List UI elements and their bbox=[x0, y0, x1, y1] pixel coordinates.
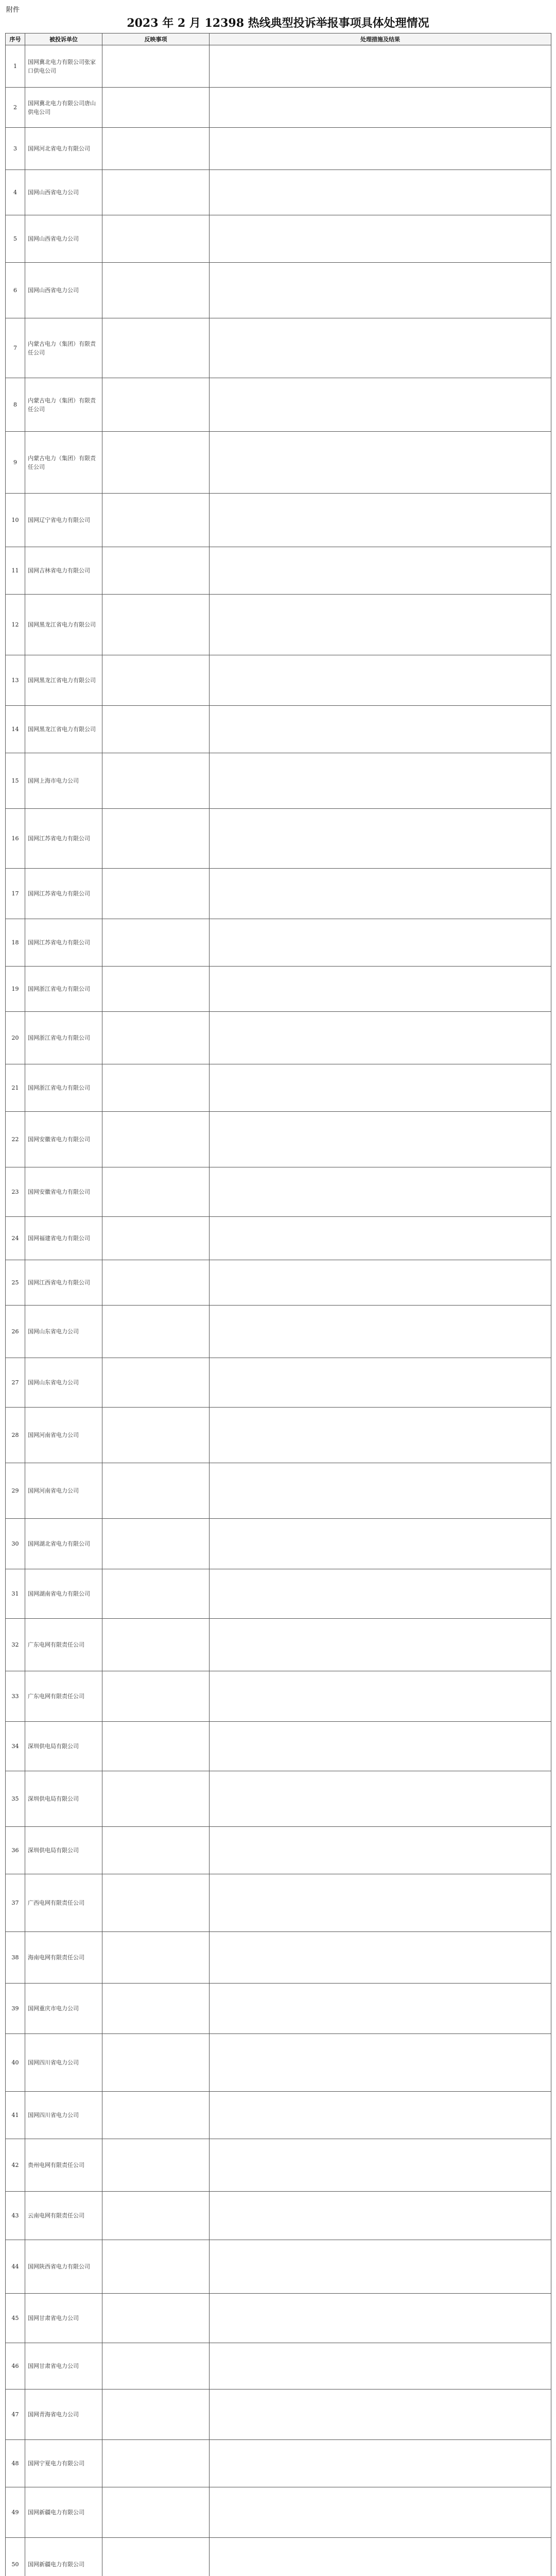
row-issue bbox=[102, 1771, 210, 1827]
table-row bbox=[6, 263, 551, 318]
row-issue bbox=[102, 494, 210, 547]
row-result bbox=[210, 1722, 551, 1771]
row-unit: 国网湖南省电力有限公司 bbox=[25, 1569, 102, 1619]
row-result bbox=[210, 2487, 551, 2538]
row-unit: 国网江苏省电力有限公司 bbox=[25, 869, 102, 919]
row-unit: 国网浙江省电力有限公司 bbox=[25, 1064, 102, 1112]
row-issue bbox=[102, 706, 210, 753]
row-unit: 国网安徽省电力有限公司 bbox=[25, 1167, 102, 1217]
row-unit: 国网山西省电力公司 bbox=[25, 215, 102, 263]
complaint-table bbox=[5, 33, 551, 2576]
row-issue bbox=[102, 2440, 210, 2487]
row-number: 38 bbox=[6, 1932, 25, 1984]
table-row bbox=[6, 2487, 551, 2538]
table-row bbox=[6, 1064, 551, 1112]
row-result bbox=[210, 1167, 551, 1217]
row-unit: 国网河南省电力公司 bbox=[25, 1463, 102, 1519]
row-issue bbox=[102, 2538, 210, 2576]
row-issue bbox=[102, 45, 210, 88]
row-issue bbox=[102, 1260, 210, 1306]
row-issue bbox=[102, 2139, 210, 2192]
row-unit: 国网青海省电力公司 bbox=[25, 2389, 102, 2440]
row-result bbox=[210, 1358, 551, 1408]
row-number: 28 bbox=[6, 1408, 25, 1463]
row-issue bbox=[102, 263, 210, 318]
row-number: 22 bbox=[6, 1112, 25, 1167]
table-row bbox=[6, 1519, 551, 1569]
row-result bbox=[210, 2343, 551, 2389]
table-row bbox=[6, 2389, 551, 2440]
table-row bbox=[6, 2139, 551, 2192]
row-issue bbox=[102, 88, 210, 128]
table-row bbox=[6, 706, 551, 753]
row-unit: 国网重庆市电力公司 bbox=[25, 1984, 102, 2034]
table-header-row bbox=[6, 33, 551, 45]
row-unit: 国网福建省电力有限公司 bbox=[25, 1217, 102, 1260]
row-issue bbox=[102, 2389, 210, 2440]
row-number: 42 bbox=[6, 2139, 25, 2192]
row-unit: 深圳供电局有限公司 bbox=[25, 1722, 102, 1771]
table-row bbox=[6, 432, 551, 494]
row-unit: 国网甘肃省电力公司 bbox=[25, 2294, 102, 2343]
row-unit: 广东电网有限责任公司 bbox=[25, 1671, 102, 1722]
row-number: 7 bbox=[6, 318, 25, 378]
row-result bbox=[210, 2440, 551, 2487]
row-number: 1 bbox=[6, 45, 25, 88]
row-unit: 国网新疆电力有限公司 bbox=[25, 2487, 102, 2538]
row-number: 45 bbox=[6, 2294, 25, 2343]
row-result bbox=[210, 706, 551, 753]
table-row bbox=[6, 1984, 551, 2034]
row-unit: 国网安徽省电力有限公司 bbox=[25, 1112, 102, 1167]
table-row bbox=[6, 378, 551, 432]
table-row bbox=[6, 1827, 551, 1874]
row-unit: 国网山东省电力公司 bbox=[25, 1358, 102, 1408]
table-row bbox=[6, 809, 551, 869]
row-unit: 国网宁夏电力有限公司 bbox=[25, 2440, 102, 2487]
table-row bbox=[6, 88, 551, 128]
row-number: 11 bbox=[6, 547, 25, 595]
row-number: 32 bbox=[6, 1619, 25, 1671]
row-unit: 国网山东省电力公司 bbox=[25, 1306, 102, 1358]
row-number: 5 bbox=[6, 215, 25, 263]
row-result bbox=[210, 2092, 551, 2139]
row-issue bbox=[102, 432, 210, 494]
table-row bbox=[6, 1358, 551, 1408]
row-issue bbox=[102, 1064, 210, 1112]
row-number: 43 bbox=[6, 2192, 25, 2240]
row-result bbox=[210, 215, 551, 263]
row-result bbox=[210, 45, 551, 88]
row-number: 19 bbox=[6, 967, 25, 1012]
table-row bbox=[6, 753, 551, 809]
table-row bbox=[6, 1260, 551, 1306]
row-number: 8 bbox=[6, 378, 25, 432]
row-issue bbox=[102, 1932, 210, 1984]
row-result bbox=[210, 1569, 551, 1619]
row-issue bbox=[102, 2487, 210, 2538]
column-header-unit: 被投诉单位 bbox=[25, 33, 102, 45]
table-row bbox=[6, 1671, 551, 1722]
table-row bbox=[6, 45, 551, 88]
row-unit: 国网四川省电力公司 bbox=[25, 2092, 102, 2139]
table-row bbox=[6, 655, 551, 706]
row-unit: 国网河北省电力有限公司 bbox=[25, 128, 102, 170]
row-number: 33 bbox=[6, 1671, 25, 1722]
row-result bbox=[210, 2139, 551, 2192]
row-result bbox=[210, 2294, 551, 2343]
row-unit: 深圳供电局有限公司 bbox=[25, 1771, 102, 1827]
table-row bbox=[6, 1874, 551, 1932]
row-result bbox=[210, 378, 551, 432]
row-result bbox=[210, 1260, 551, 1306]
row-number: 41 bbox=[6, 2092, 25, 2139]
table-row bbox=[6, 1619, 551, 1671]
row-number: 48 bbox=[6, 2440, 25, 2487]
row-number: 4 bbox=[6, 170, 25, 215]
row-result bbox=[210, 2389, 551, 2440]
row-result bbox=[210, 809, 551, 869]
table-row bbox=[6, 318, 551, 378]
row-unit: 云南电网有限责任公司 bbox=[25, 2192, 102, 2240]
table-row bbox=[6, 1569, 551, 1619]
row-issue bbox=[102, 1619, 210, 1671]
row-issue bbox=[102, 1519, 210, 1569]
row-result bbox=[210, 1671, 551, 1722]
row-unit: 国网吉林省电力有限公司 bbox=[25, 547, 102, 595]
row-unit: 国网陕西省电力有限公司 bbox=[25, 2240, 102, 2294]
row-unit: 国网上海市电力公司 bbox=[25, 753, 102, 809]
table-row bbox=[6, 2294, 551, 2343]
row-result bbox=[210, 1306, 551, 1358]
row-number: 46 bbox=[6, 2343, 25, 2389]
row-result bbox=[210, 2192, 551, 2240]
row-issue bbox=[102, 869, 210, 919]
table-row bbox=[6, 1112, 551, 1167]
table-row bbox=[6, 1012, 551, 1064]
table-row bbox=[6, 215, 551, 263]
row-issue bbox=[102, 2343, 210, 2389]
row-unit: 国网黑龙江省电力有限公司 bbox=[25, 706, 102, 753]
attachment-label: 附件 bbox=[6, 6, 20, 14]
row-unit: 国网黑龙江省电力有限公司 bbox=[25, 655, 102, 706]
table-row bbox=[6, 2034, 551, 2092]
row-number: 39 bbox=[6, 1984, 25, 2034]
row-issue bbox=[102, 2192, 210, 2240]
row-issue bbox=[102, 655, 210, 706]
table-row bbox=[6, 595, 551, 655]
row-result bbox=[210, 1408, 551, 1463]
row-issue bbox=[102, 595, 210, 655]
row-result bbox=[210, 869, 551, 919]
row-issue bbox=[102, 1569, 210, 1619]
row-result bbox=[210, 547, 551, 595]
row-result bbox=[210, 2034, 551, 2092]
table-row bbox=[6, 2192, 551, 2240]
row-issue bbox=[102, 1722, 210, 1771]
row-unit: 国网湖北省电力有限公司 bbox=[25, 1519, 102, 1569]
row-issue bbox=[102, 1408, 210, 1463]
row-issue bbox=[102, 2034, 210, 2092]
row-number: 3 bbox=[6, 128, 25, 170]
row-number: 18 bbox=[6, 919, 25, 967]
row-number: 20 bbox=[6, 1012, 25, 1064]
row-result bbox=[210, 1064, 551, 1112]
row-number: 44 bbox=[6, 2240, 25, 2294]
row-result bbox=[210, 1827, 551, 1874]
row-result bbox=[210, 919, 551, 967]
row-result bbox=[210, 1463, 551, 1519]
row-result bbox=[210, 318, 551, 378]
row-number: 50 bbox=[6, 2538, 25, 2576]
row-result bbox=[210, 128, 551, 170]
row-number: 26 bbox=[6, 1306, 25, 1358]
table-row bbox=[6, 2092, 551, 2139]
row-number: 12 bbox=[6, 595, 25, 655]
row-number: 10 bbox=[6, 494, 25, 547]
row-unit: 国网江苏省电力有限公司 bbox=[25, 809, 102, 869]
row-unit: 广东电网有限责任公司 bbox=[25, 1619, 102, 1671]
row-issue bbox=[102, 378, 210, 432]
table-row bbox=[6, 170, 551, 215]
row-number: 49 bbox=[6, 2487, 25, 2538]
table-row bbox=[6, 1306, 551, 1358]
row-issue bbox=[102, 128, 210, 170]
row-number: 23 bbox=[6, 1167, 25, 1217]
row-unit: 国网江苏省电力有限公司 bbox=[25, 919, 102, 967]
table-body bbox=[6, 45, 551, 2576]
row-result bbox=[210, 432, 551, 494]
row-number: 30 bbox=[6, 1519, 25, 1569]
row-result bbox=[210, 1012, 551, 1064]
table-row bbox=[6, 2343, 551, 2389]
row-unit: 深圳供电局有限公司 bbox=[25, 1827, 102, 1874]
row-number: 15 bbox=[6, 753, 25, 809]
table-row bbox=[6, 919, 551, 967]
row-issue bbox=[102, 1984, 210, 2034]
table-row bbox=[6, 128, 551, 170]
row-result bbox=[210, 494, 551, 547]
row-issue bbox=[102, 2240, 210, 2294]
row-unit: 国网冀北电力有限公司张家口供电公司 bbox=[25, 45, 102, 88]
column-header-result: 处理措施及结果 bbox=[210, 33, 551, 45]
document-title: 2023 年 2 月 12398 热线典型投诉举报事项具体处理情况 bbox=[127, 16, 429, 30]
row-number: 34 bbox=[6, 1722, 25, 1771]
table-row bbox=[6, 2440, 551, 2487]
row-number: 17 bbox=[6, 869, 25, 919]
row-number: 36 bbox=[6, 1827, 25, 1874]
row-unit: 国网河南省电力公司 bbox=[25, 1408, 102, 1463]
row-issue bbox=[102, 967, 210, 1012]
row-number: 25 bbox=[6, 1260, 25, 1306]
row-issue bbox=[102, 1167, 210, 1217]
row-issue bbox=[102, 1358, 210, 1408]
row-result bbox=[210, 1217, 551, 1260]
table-row bbox=[6, 2538, 551, 2576]
row-unit: 国网山西省电力公司 bbox=[25, 263, 102, 318]
row-number: 29 bbox=[6, 1463, 25, 1519]
row-result bbox=[210, 263, 551, 318]
row-result bbox=[210, 753, 551, 809]
row-issue bbox=[102, 1012, 210, 1064]
row-issue bbox=[102, 1217, 210, 1260]
table-row bbox=[6, 967, 551, 1012]
row-number: 31 bbox=[6, 1569, 25, 1619]
row-unit: 海南电网有限责任公司 bbox=[25, 1932, 102, 1984]
row-result bbox=[210, 2538, 551, 2576]
table-row bbox=[6, 1932, 551, 1984]
table-row bbox=[6, 547, 551, 595]
row-unit: 内蒙古电力（集团）有限责任公司 bbox=[25, 432, 102, 494]
row-issue bbox=[102, 2294, 210, 2343]
table-row bbox=[6, 1217, 551, 1260]
row-issue bbox=[102, 215, 210, 263]
row-result bbox=[210, 967, 551, 1012]
row-result bbox=[210, 1112, 551, 1167]
row-result bbox=[210, 88, 551, 128]
row-issue bbox=[102, 318, 210, 378]
row-unit: 国网浙江省电力有限公司 bbox=[25, 1012, 102, 1064]
row-issue bbox=[102, 919, 210, 967]
row-issue bbox=[102, 753, 210, 809]
table-row bbox=[6, 1771, 551, 1827]
row-number: 47 bbox=[6, 2389, 25, 2440]
row-issue bbox=[102, 1671, 210, 1722]
row-result bbox=[210, 1874, 551, 1932]
row-issue bbox=[102, 2092, 210, 2139]
row-result bbox=[210, 595, 551, 655]
column-header-issue: 反映事项 bbox=[102, 33, 210, 45]
row-result bbox=[210, 1984, 551, 2034]
row-result bbox=[210, 1932, 551, 1984]
row-issue bbox=[102, 547, 210, 595]
table-row bbox=[6, 1722, 551, 1771]
row-issue bbox=[102, 1306, 210, 1358]
row-unit: 国网冀北电力有限公司唐山供电公司 bbox=[25, 88, 102, 128]
row-number: 2 bbox=[6, 88, 25, 128]
table-row bbox=[6, 869, 551, 919]
row-unit: 内蒙古电力（集团）有限责任公司 bbox=[25, 378, 102, 432]
row-result bbox=[210, 1771, 551, 1827]
row-number: 40 bbox=[6, 2034, 25, 2092]
row-unit: 国网浙江省电力有限公司 bbox=[25, 967, 102, 1012]
row-number: 6 bbox=[6, 263, 25, 318]
row-result bbox=[210, 1619, 551, 1671]
row-number: 13 bbox=[6, 655, 25, 706]
row-number: 35 bbox=[6, 1771, 25, 1827]
row-unit: 国网甘肃省电力公司 bbox=[25, 2343, 102, 2389]
row-unit: 国网新疆电力有限公司 bbox=[25, 2538, 102, 2576]
row-unit: 内蒙古电力（集团）有限责任公司 bbox=[25, 318, 102, 378]
row-result bbox=[210, 655, 551, 706]
row-unit: 国网黑龙江省电力有限公司 bbox=[25, 595, 102, 655]
row-unit: 广西电网有限责任公司 bbox=[25, 1874, 102, 1932]
row-issue bbox=[102, 1463, 210, 1519]
row-number: 16 bbox=[6, 809, 25, 869]
table-row bbox=[6, 2240, 551, 2294]
row-number: 21 bbox=[6, 1064, 25, 1112]
table-row bbox=[6, 494, 551, 547]
row-issue bbox=[102, 1827, 210, 1874]
row-unit: 国网辽宁省电力有限公司 bbox=[25, 494, 102, 547]
row-result bbox=[210, 170, 551, 215]
row-unit: 国网四川省电力公司 bbox=[25, 2034, 102, 2092]
row-number: 9 bbox=[6, 432, 25, 494]
row-number: 14 bbox=[6, 706, 25, 753]
row-unit: 国网江西省电力有限公司 bbox=[25, 1260, 102, 1306]
table-row bbox=[6, 1463, 551, 1519]
row-result bbox=[210, 2240, 551, 2294]
row-unit: 贵州电网有限责任公司 bbox=[25, 2139, 102, 2192]
row-issue bbox=[102, 1112, 210, 1167]
row-unit: 国网山西省电力公司 bbox=[25, 170, 102, 215]
row-issue bbox=[102, 809, 210, 869]
table-row bbox=[6, 1408, 551, 1463]
table-row bbox=[6, 1167, 551, 1217]
row-issue bbox=[102, 1874, 210, 1932]
row-result bbox=[210, 1519, 551, 1569]
column-header-no: 序号 bbox=[6, 33, 25, 45]
row-number: 27 bbox=[6, 1358, 25, 1408]
row-number: 24 bbox=[6, 1217, 25, 1260]
row-issue bbox=[102, 170, 210, 215]
row-number: 37 bbox=[6, 1874, 25, 1932]
